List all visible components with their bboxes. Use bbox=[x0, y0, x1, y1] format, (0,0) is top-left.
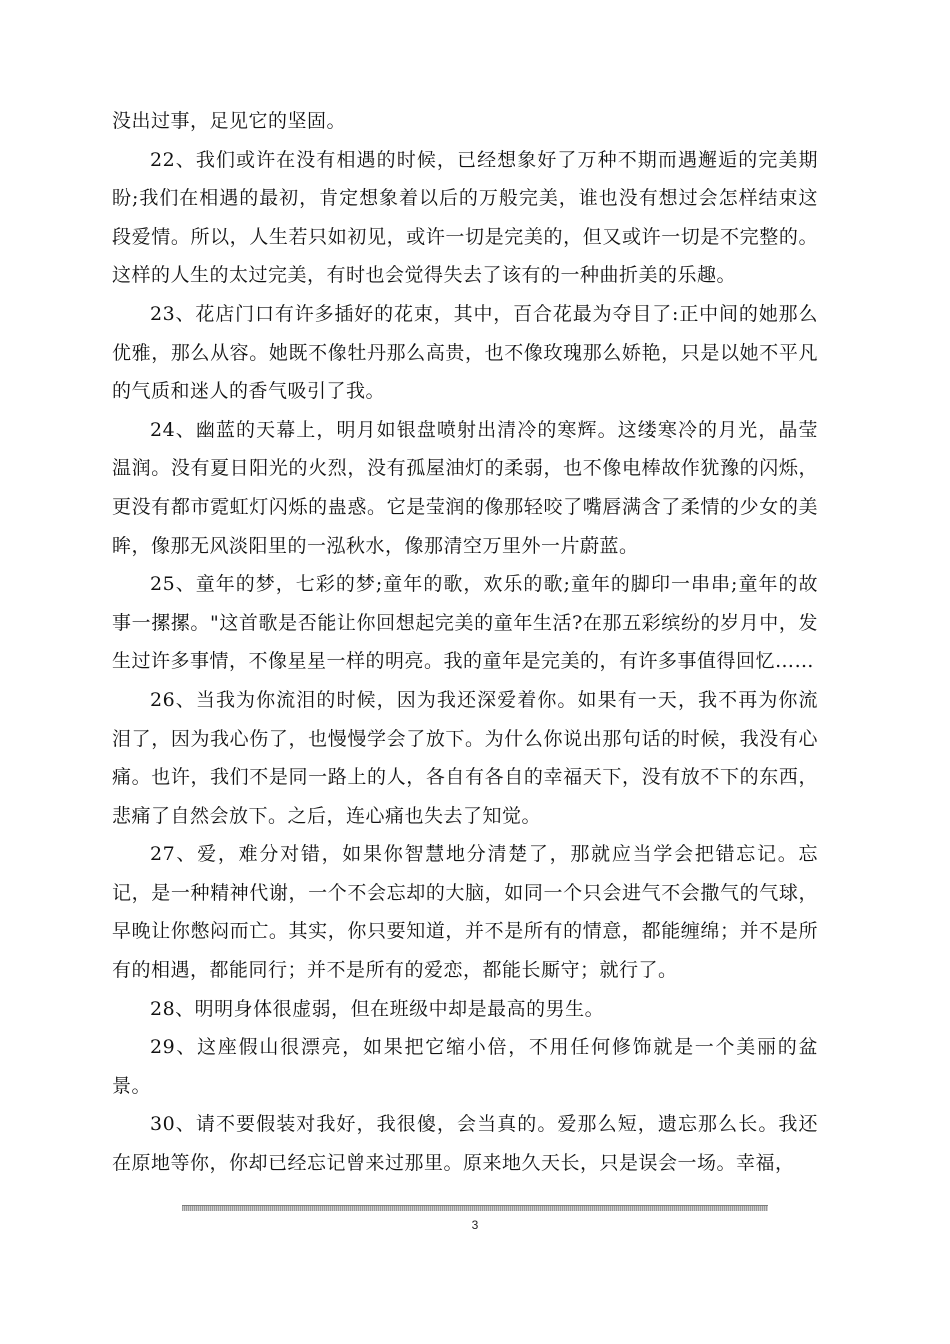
paragraph-continued: 没出过事，足见它的坚固。 bbox=[112, 110, 347, 132]
paragraph-27: 27、爱，难分对错，如果你智慧地分清楚了，那就应当学会把错忘记。忘记，是一种精神代谢，一个不会忘却的大脑，如同一个只会进气不会撒气的气球，早晚让你憋闷而亡。其实，你只要知道，并不是所有的情意，都能缠绵；并不是所有的相遇，都能同行；并不是所有的爱恋，都能长厮守；就行了。 bbox=[112, 843, 818, 982]
paragraph-29: 29、这座假山很漂亮，如果把它缩小倍，不用任何修饰就是一个美丽的盆景。 bbox=[112, 1036, 818, 1097]
paragraph-25: 25、童年的梦，七彩的梦;童年的歌，欢乐的歌;童年的脚印一串串;童年的故事一摞摞。"这首歌是否能让你回想起完美的童年生活?在那五彩缤纷的岁月中，发生过许多事情，不像星星一样的明亮。我的童年是完美的，有许多事值得回忆…… bbox=[112, 573, 818, 673]
document-body bbox=[112, 102, 818, 1183]
footer-divider bbox=[182, 1205, 768, 1211]
paragraph-28: 28、明明身体很虚弱，但在班级中却是最高的男生。 bbox=[150, 997, 605, 1020]
page-number: 3 bbox=[471, 1218, 479, 1232]
paragraph-23: 23、花店门口有许多插好的花束，其中，百合花最为夺目了:正中间的她那么优雅，那么从容。她既不像牡丹那么高贵，也不像玫瑰那么娇艳，只是以她不平凡的气质和迷人的香气吸引了我。 bbox=[112, 302, 818, 403]
paragraph-24: 24、幽蓝的天幕上，明月如银盘喷射出清冷的寒辉。这缕寒冷的月光，晶莹温润。没有夏日阳光的火烈，没有孤屋油灯的柔弱，也不像电棒故作犹豫的闪烁，更没有都市霓虹灯闪烁的蛊惑。它是莹润的像那轻咬了嘴唇满含了柔情的少女的美眸，像那无风淡阳里的一泓秋水，像那清空万里外一片蔚蓝。 bbox=[112, 418, 818, 557]
paragraph-30: 30、请不要假装对我好，我很傻，会当真的。爱那么短，遗忘那么长。我还在原地等你，你却已经忘记曾来过那里。原来地久天长，只是误会一场。幸福， bbox=[112, 1113, 818, 1175]
paragraph-26: 26、当我为你流泪的时候，因为我还深爱着你。如果有一天，我不再为你流泪了，因为我心伤了，也慢慢学会了放下。为什么你说出那句话的时候，我没有心痛。也许，我们不是同一路上的人，各自有各自的幸福天下，没有放不下的东西，悲痛了自然会放下。之后，连心痛也失去了知觉。 bbox=[112, 688, 818, 827]
paragraph-22: 22、我们或许在没有相遇的时候，已经想象好了万种不期而遇邂逅的完美期盼;我们在相遇的最初，肯定想象着以后的万般完美，谁也没有想过会怎样结束这段爱情。所以，人生若只如初见，或许一切是完美的，但又或许一切是不完整的。这样的人生的太过完美，有时也会觉得失去了该有的一种曲折美的乐趣。 bbox=[112, 148, 818, 287]
